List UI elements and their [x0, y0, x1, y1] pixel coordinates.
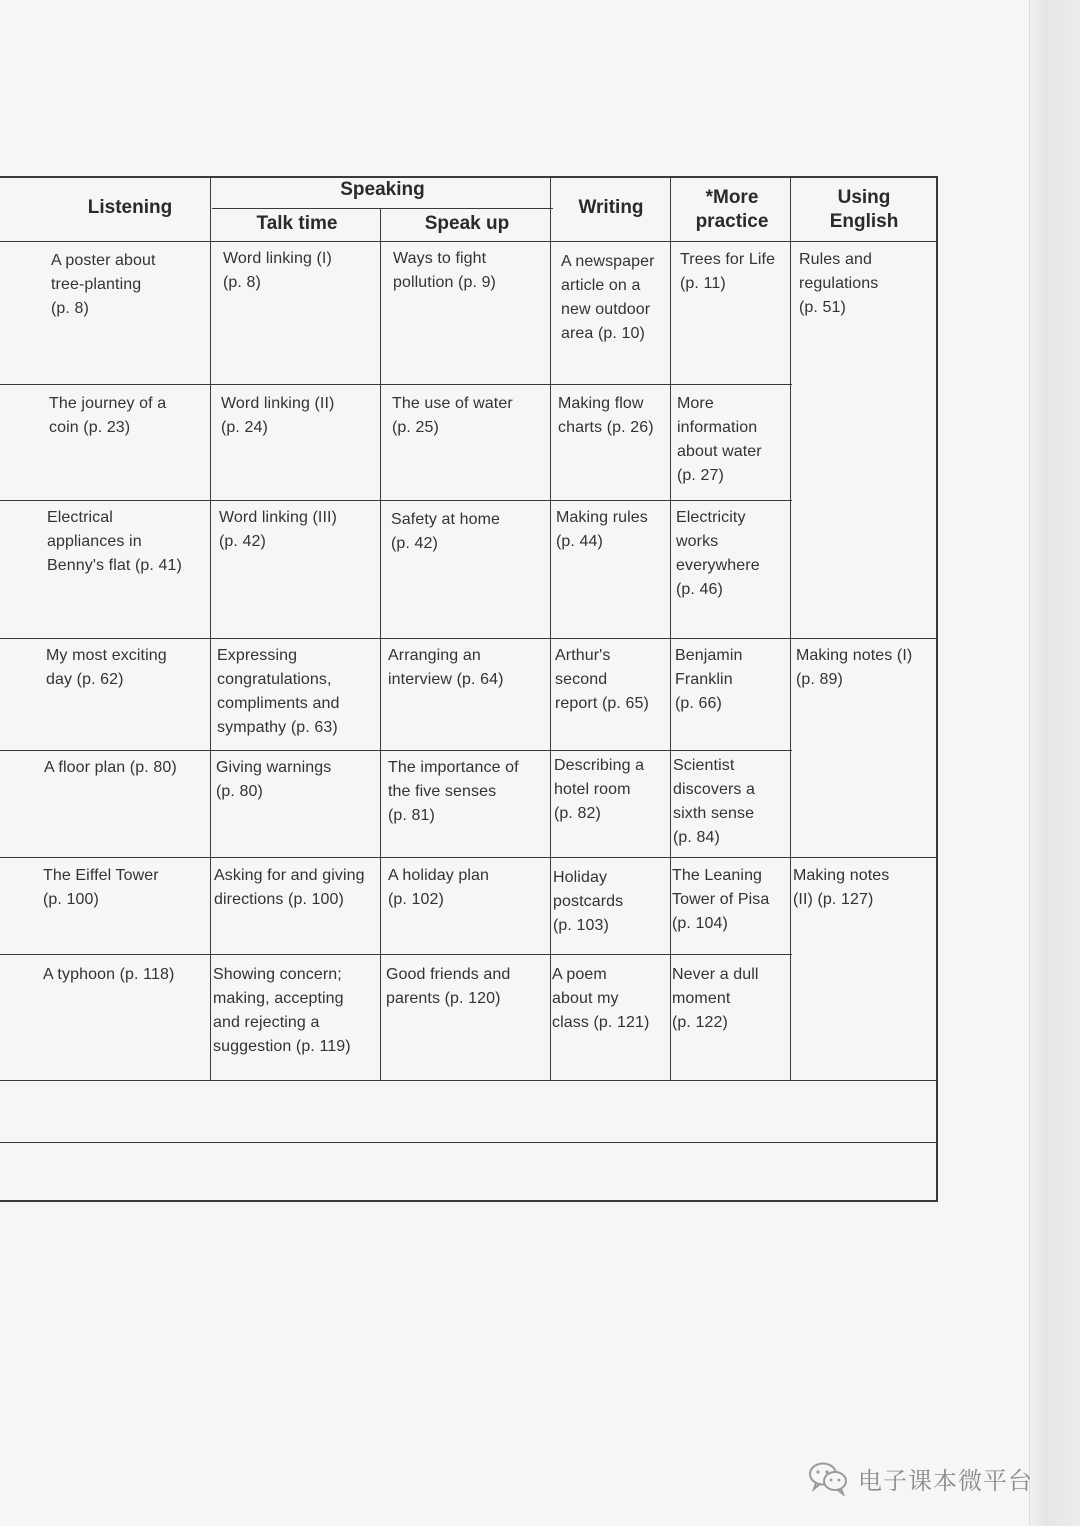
cell-writing: Describing a hotel room (p. 82)	[554, 757, 645, 822]
cell-talk-time: Word linking (I) (p. 8)	[223, 250, 332, 291]
row5-bottom-line	[0, 857, 936, 858]
header-using-english: Using English	[829, 187, 899, 232]
cell-using-english: Rules and regulations (p. 51)	[799, 251, 879, 316]
row2-bottom-line	[0, 500, 792, 501]
cell-talk-time: Word linking (III) (p. 42)	[219, 509, 337, 550]
row1-bottom-line	[0, 384, 792, 385]
contents-table	[0, 176, 938, 1202]
col-line-2	[380, 208, 381, 1080]
col-line-4	[670, 176, 671, 1080]
cell-writing: A newspaper article on a new outdoor area (p. 10)	[561, 253, 655, 342]
cell-talk-time: Expressing congratulations, compliments and sympathy (p. 63)	[217, 647, 340, 736]
cell-writing: Arthur's second report (p. 65)	[555, 647, 649, 712]
watermark-text: 电子课本微平台	[858, 1466, 1033, 1495]
cell-writing: Making rules (p. 44)	[556, 509, 648, 550]
cell-more-practice: Scientist discovers a sixth sense (p. 84)	[673, 757, 756, 846]
cell-more-practice: Benjamin Franklin (p. 66)	[675, 647, 743, 712]
cell-listening: My most exciting day (p. 62)	[46, 647, 167, 688]
header-speaking: Speaking	[340, 179, 425, 200]
cell-writing: Making flow charts (p. 26)	[558, 395, 654, 436]
cell-more-practice: Never a dull moment (p. 122)	[672, 966, 759, 1031]
cell-listening: A poster about tree-planting (p. 8)	[51, 252, 156, 317]
cell-listening: Electrical appliances in Benny's flat (p. 41)	[47, 509, 182, 574]
cell-speak-up: Arranging an interview (p. 64)	[388, 647, 504, 688]
cell-using-english: Making notes (II) (p. 127)	[793, 867, 890, 908]
cell-listening: A typhoon (p. 118)	[43, 966, 175, 983]
page-edge	[1029, 0, 1080, 1526]
header-listening: Listening	[87, 197, 173, 218]
header-speak-up: Speak up	[424, 213, 510, 234]
cell-using-english: Making notes (I) (p. 89)	[796, 647, 913, 688]
cell-writing: A poem about my class (p. 121)	[552, 966, 650, 1031]
cell-talk-time: Giving warnings (p. 80)	[216, 759, 332, 800]
cell-listening: The Eiffel Tower (p. 100)	[43, 867, 159, 908]
wechat-icon	[808, 1460, 848, 1496]
blank-row-line	[0, 1142, 936, 1143]
wechat-watermark	[808, 1458, 1058, 1498]
col-line-1	[210, 176, 211, 1080]
row7-bottom-line	[0, 1080, 936, 1081]
cell-more-practice: Electricity works everywhere (p. 46)	[676, 509, 760, 598]
cell-more-practice: The Leaning Tower of Pisa (p. 104)	[672, 867, 770, 932]
cell-listening: A floor plan (p. 80)	[44, 759, 177, 776]
cell-speak-up: A holiday plan (p. 102)	[388, 867, 490, 908]
row6-bottom-line	[0, 954, 792, 955]
header-writing: Writing	[578, 197, 644, 218]
col-line-5	[790, 176, 791, 1080]
header-talk-time: Talk time	[256, 213, 338, 234]
cell-speak-up: Good friends and parents (p. 120)	[386, 966, 511, 1007]
cell-speak-up: The use of water (p. 25)	[392, 395, 513, 436]
cell-speak-up: Ways to fight pollution (p. 9)	[393, 250, 496, 291]
row3-bottom-line	[0, 638, 936, 639]
header-more-practice: *More practice	[695, 187, 769, 232]
cell-speak-up: The importance of the five senses (p. 81)	[388, 759, 519, 824]
col-line-3	[550, 176, 551, 1080]
row4-bottom-line	[0, 750, 792, 751]
cell-listening: The journey of a coin (p. 23)	[49, 395, 167, 436]
cell-talk-time: Asking for and giving directions (p. 100)	[214, 867, 365, 908]
header-bottom-line	[0, 241, 936, 242]
cell-speak-up: Safety at home (p. 42)	[391, 511, 501, 552]
speaking-subheader-line	[212, 208, 553, 209]
cell-more-practice: More information about water (p. 27)	[677, 395, 762, 484]
cell-writing: Holiday postcards (p. 103)	[553, 869, 624, 934]
cell-talk-time: Showing concern; making, accepting and rejecting a suggestion (p. 119)	[213, 966, 351, 1055]
cell-talk-time: Word linking (II) (p. 24)	[221, 395, 335, 436]
cell-more-practice: Trees for Life (p. 11)	[680, 251, 776, 292]
